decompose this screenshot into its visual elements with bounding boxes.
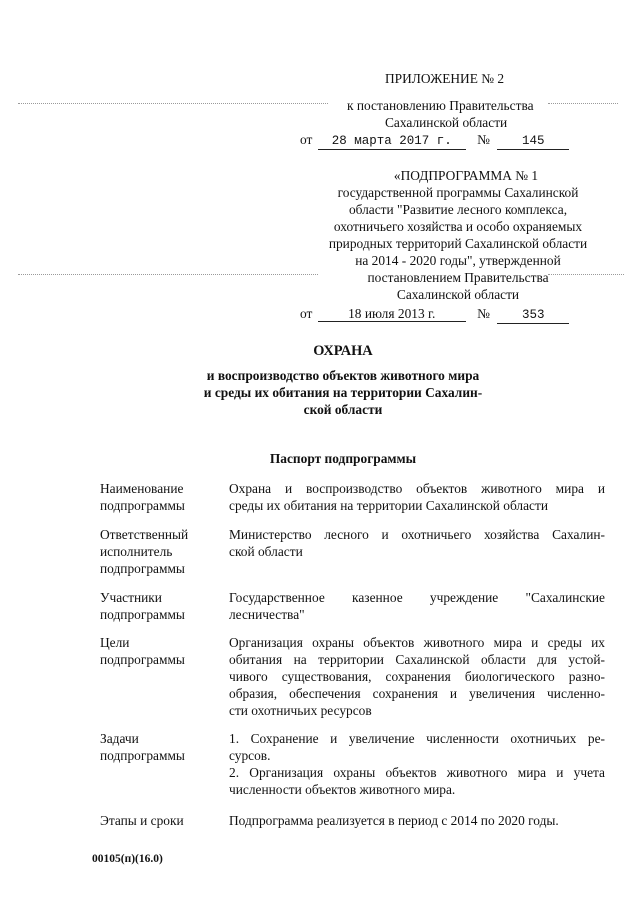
value-line: 1. Сохранение и увеличение численности охотничьих ре- bbox=[229, 731, 605, 746]
label-line: подпрограммы bbox=[100, 561, 185, 576]
program-date: 18 июля 2013 г. bbox=[318, 306, 466, 322]
row-label-responsible bbox=[100, 526, 220, 577]
program-ref-line: охотничьего хозяйства и особо охраняемых bbox=[333, 219, 583, 234]
program-reference bbox=[290, 167, 626, 303]
scan-artifact-line bbox=[548, 103, 618, 104]
value-line: Охрана и воспроизводство объектов животного мира и bbox=[229, 481, 605, 496]
label-line: Участники bbox=[100, 590, 162, 605]
document-title: ОХРАНА bbox=[313, 343, 373, 359]
program-ref-line: государственной программы Сахалинской bbox=[337, 185, 579, 200]
value-line: 2. Организация охраны объектов животного мира и учета bbox=[229, 765, 605, 780]
value-line: обитания на территории Сахалинской области для устой- bbox=[229, 652, 605, 667]
row-value-stages bbox=[229, 812, 605, 829]
appendix-title: ПРИЛОЖЕНИЕ № 2 bbox=[385, 71, 505, 86]
program-ref-line: природных территорий Сахалинской области bbox=[328, 236, 588, 251]
subtitle-line: ской области bbox=[303, 402, 383, 417]
from-label: от bbox=[300, 132, 313, 147]
label-line: Ответственный bbox=[100, 527, 189, 542]
value-line: численности объектов животного мира. bbox=[229, 782, 456, 797]
decree-reference: к постановлению Правительства bbox=[347, 98, 534, 113]
program-date-line bbox=[300, 305, 569, 324]
row-value-participants bbox=[229, 589, 605, 623]
row-label-stages bbox=[100, 812, 220, 829]
value-line: образия, обеспечения сохранения и увеличения численно- bbox=[229, 686, 605, 701]
value-line: лесничества" bbox=[229, 607, 305, 622]
region-name: Сахалинской области bbox=[385, 115, 508, 130]
label-line: Задачи bbox=[100, 731, 139, 746]
program-ref-line: постановлением Правительства bbox=[367, 270, 549, 285]
value-line: среды их обитания на территории Сахалинской области bbox=[229, 498, 549, 513]
label-line: подпрограммы bbox=[100, 748, 185, 763]
program-ref-line: на 2014 - 2020 годы", утвержденной bbox=[355, 253, 561, 268]
value-line: сурсов. bbox=[229, 748, 271, 763]
number-label: № bbox=[477, 306, 490, 321]
scan-artifact-line bbox=[18, 274, 318, 275]
label-line: подпрограммы bbox=[100, 498, 185, 513]
label-line: Цели bbox=[100, 635, 130, 650]
value-line: Государственное казенное учреждение "Сахалинские bbox=[229, 590, 605, 605]
value-line: Подпрограмма реализуется в период с 2014 по 2020 годы. bbox=[229, 813, 559, 828]
label-line: исполнитель bbox=[100, 544, 173, 559]
value-line: Министерство лесного и охотничьего хозяйства Сахалин- bbox=[229, 527, 605, 542]
row-value-name bbox=[229, 480, 605, 514]
document-subtitle bbox=[0, 367, 640, 418]
value-line: ской области bbox=[229, 544, 303, 559]
label-line: Наименование bbox=[100, 481, 184, 496]
row-value-goals bbox=[229, 634, 605, 719]
program-ref-line: области "Развитие лесного комплекса, bbox=[348, 202, 568, 217]
program-number: 353 bbox=[497, 308, 569, 324]
decree-number: 145 bbox=[497, 134, 569, 150]
row-label-tasks bbox=[100, 730, 220, 764]
label-line: Этапы и сроки bbox=[100, 813, 184, 828]
label-line: подпрограммы bbox=[100, 652, 185, 667]
value-line: сти охотничьих ресурсов bbox=[229, 703, 372, 718]
decree-date: 28 марта 2017 г. bbox=[318, 134, 466, 150]
from-label: от bbox=[300, 306, 313, 321]
scan-artifact-line bbox=[18, 103, 328, 104]
value-line: Организация охраны объектов животного мира и среды их bbox=[229, 635, 605, 650]
value-line: чивого существования, сохранения биологического разно- bbox=[229, 669, 605, 684]
label-line: подпрограммы bbox=[100, 607, 185, 622]
subtitle-line: и среды их обитания на территории Сахалин- bbox=[203, 385, 483, 400]
row-label-participants bbox=[100, 589, 220, 623]
passport-heading: Паспорт подпрограммы bbox=[269, 451, 417, 466]
subtitle-line: и воспроизводство объектов животного мира bbox=[206, 368, 480, 383]
program-ref-line: «ПОДПРОГРАММА № 1 bbox=[393, 168, 539, 183]
decree-date-line bbox=[300, 131, 569, 150]
row-value-tasks bbox=[229, 730, 605, 798]
document-code: 00105(п)(16.0) bbox=[92, 853, 163, 865]
row-label-name bbox=[100, 480, 220, 514]
number-label: № bbox=[477, 132, 490, 147]
row-value-responsible bbox=[229, 526, 605, 560]
program-ref-line: Сахалинской области bbox=[396, 287, 520, 302]
row-label-goals bbox=[100, 634, 220, 668]
